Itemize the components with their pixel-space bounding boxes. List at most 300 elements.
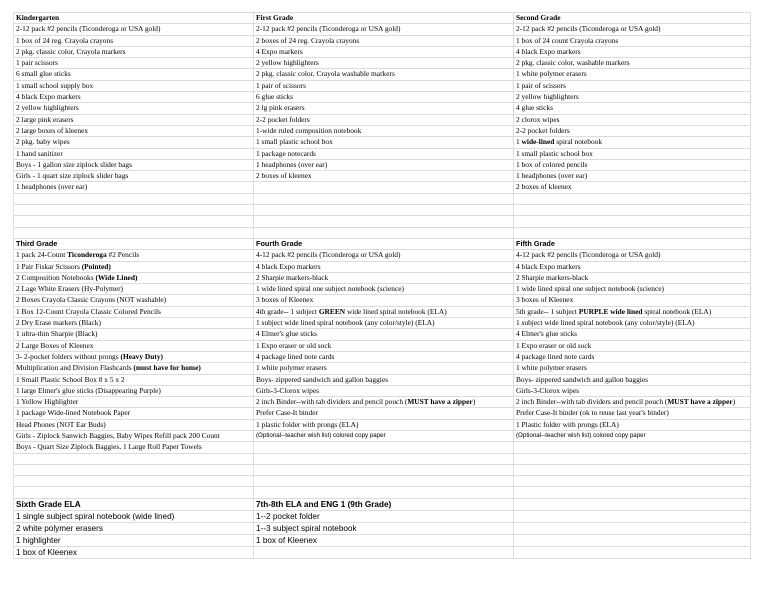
cell-text: 1 package notecards — [256, 148, 316, 158]
sheet-cell[interactable] — [514, 351, 751, 362]
sheet-row — [14, 534, 751, 546]
sheet-cell[interactable] — [254, 442, 514, 453]
cell-text: 1 Expo eraser or old sock — [516, 340, 592, 350]
sheet-row — [14, 363, 751, 374]
sheet-cell[interactable] — [514, 92, 751, 103]
sheet-row — [14, 408, 751, 419]
sheet-cell[interactable] — [254, 137, 514, 148]
sheet-cell[interactable] — [254, 408, 514, 419]
cell-text: Head Phones (NOT Ear Buds) — [16, 419, 106, 429]
cell-text: Girls - Ziplock Sanwich Baggies, Baby Wipes Refill pack 200 Count — [16, 430, 220, 440]
sheet-row — [14, 261, 751, 272]
cell-text: Fifth Grade — [516, 238, 555, 248]
sheet-cell[interactable] — [514, 46, 751, 57]
sheet-cell[interactable] — [254, 453, 514, 464]
sheet-row — [14, 171, 751, 182]
sheet-row — [14, 58, 751, 69]
sheet-cell[interactable] — [14, 498, 254, 510]
sheet-row — [14, 522, 751, 534]
sheet-cell[interactable] — [254, 397, 514, 408]
sheet-cell[interactable] — [14, 430, 254, 441]
cell-text: 1 subject wide lined spiral notebook (any color/style) (ELA) — [256, 318, 435, 328]
cell-text: 4 Expo markers — [256, 46, 303, 56]
cell-text: (Heavy Duty) — [120, 351, 163, 361]
sheet-cell[interactable] — [514, 137, 751, 148]
cell-text: (Optional--teacher wish list) colored copy paper — [516, 431, 646, 439]
sheet-cell[interactable] — [514, 148, 751, 159]
sheet-row — [14, 69, 751, 80]
cell-text: Boys- zippered sandwich and gallon baggies — [256, 374, 388, 384]
cell-text: 1 — [516, 137, 522, 147]
cell-text: 1 single subject spiral notebook (wide lined) — [16, 511, 175, 521]
sheet-cell[interactable] — [14, 193, 254, 204]
cell-text: Prefer Case-It binder (ok to reuse last year's binder) — [516, 408, 669, 418]
sheet-row — [14, 182, 751, 193]
sheet-cell[interactable] — [254, 182, 514, 193]
cell-text: 1 Expo eraser or old sock — [256, 340, 332, 350]
sheet-cell[interactable] — [254, 238, 514, 249]
sheet-cell[interactable] — [254, 148, 514, 159]
sheet-cell[interactable] — [514, 408, 751, 419]
cell-text: Fourth Grade — [256, 238, 303, 248]
sheet-cell[interactable] — [514, 80, 751, 91]
sheet-cell[interactable] — [14, 284, 254, 295]
sheet-row — [14, 306, 751, 317]
cell-text: Multiplication and Division Flashcards — [16, 363, 134, 373]
cell-text: 1 wide lined spiral one subject notebook (science) — [256, 284, 404, 294]
sheet-row — [14, 13, 751, 24]
sheet-cell[interactable] — [514, 284, 751, 295]
sheet-cell[interactable] — [514, 464, 751, 475]
sheet-row — [14, 272, 751, 283]
cell-text: MUST have a zipper — [667, 397, 733, 407]
cell-text: 5th grade-- 1 subject — [516, 306, 579, 316]
cell-text: 1 package Wide-lined Notebook Paper — [16, 408, 131, 418]
cell-text: 2 clorox wipes — [516, 114, 560, 124]
sheet-cell[interactable] — [254, 374, 514, 385]
sheet-cell[interactable] — [254, 510, 514, 522]
sheet-cell[interactable] — [514, 385, 751, 396]
sheet-cell[interactable] — [14, 464, 254, 475]
cell-text: 1 headphones (over ear) — [16, 182, 88, 192]
sheet-cell[interactable] — [514, 171, 751, 182]
sheet-cell[interactable] — [254, 318, 514, 329]
cell-text: Boys - Quart Size Ziplock Baggies, 1 Large Roll Paper Towels — [16, 442, 202, 452]
cell-text: 2 Large Boxes of Kleenex — [16, 340, 94, 350]
sheet-cell[interactable] — [14, 46, 254, 57]
cell-text: 2 yellow highlighters — [16, 103, 79, 113]
sheet-row — [14, 476, 751, 487]
cell-text: 1 highlighter — [16, 535, 61, 545]
sheet-cell[interactable] — [514, 103, 751, 114]
sheet-cell[interactable] — [254, 272, 514, 283]
sheet-cell[interactable] — [14, 182, 254, 193]
cell-text: 4-12 pack #2 pencils (Ticonderoga or USA gold) — [516, 250, 661, 260]
cell-text: 1 headphones (over ear) — [516, 171, 588, 181]
sheet-cell[interactable] — [14, 58, 254, 69]
cell-text: 1 white polymer erasers — [516, 69, 587, 79]
cell-text: Ticonderoga — [67, 250, 107, 260]
sheet-cell[interactable] — [14, 295, 254, 306]
sheet-cell[interactable] — [514, 522, 751, 534]
sheet-row — [14, 397, 751, 408]
sheet-cell[interactable] — [254, 103, 514, 114]
sheet-cell[interactable] — [14, 137, 254, 148]
cell-text: 4 Elmer's glue sticks — [256, 329, 318, 339]
sheet-cell[interactable] — [514, 329, 751, 340]
cell-text: 4 Elmer's glue sticks — [516, 329, 578, 339]
cell-text: 2-12 pack #2 pencils (Ticonderoga or USA gold) — [256, 24, 401, 34]
sheet-cell[interactable] — [14, 397, 254, 408]
sheet-cell[interactable] — [254, 159, 514, 170]
sheet-cell[interactable] — [254, 419, 514, 430]
sheet-cell[interactable] — [14, 80, 254, 91]
sheet-cell[interactable] — [14, 522, 254, 534]
sheet-cell[interactable] — [14, 374, 254, 385]
sheet-row — [14, 487, 751, 498]
sheet-row — [14, 193, 751, 204]
sheet-cell[interactable] — [254, 487, 514, 498]
sheet-cell[interactable] — [14, 351, 254, 362]
cell-text: 2 boxes of kleenex — [516, 182, 572, 192]
sheet-cell[interactable] — [514, 272, 751, 283]
sheet-row — [14, 546, 751, 558]
sheet-row — [14, 510, 751, 522]
sheet-cell[interactable] — [14, 13, 254, 24]
sheet-cell[interactable] — [14, 534, 254, 546]
sheet-cell[interactable] — [514, 430, 751, 441]
sheet-cell[interactable] — [514, 546, 751, 558]
sheet-cell[interactable] — [514, 318, 751, 329]
sheet-row — [14, 46, 751, 57]
sheet-row — [14, 374, 751, 385]
cell-text: 1 white polymer erasers — [516, 363, 587, 373]
sheet-cell[interactable] — [254, 261, 514, 272]
sheet-cell[interactable] — [254, 80, 514, 91]
cell-text: 1 box of Kleenex — [16, 547, 77, 557]
sheet-cell[interactable] — [254, 340, 514, 351]
cell-text: 1 box of 24 count Crayola crayons — [516, 35, 619, 45]
sheet-cell[interactable] — [14, 159, 254, 170]
sheet-cell[interactable] — [254, 69, 514, 80]
cell-text: Kindergarten — [16, 13, 60, 22]
cell-text: 1 pack 24-Count — [16, 250, 68, 260]
sheet-cell[interactable] — [514, 363, 751, 374]
sheet-cell[interactable] — [14, 408, 254, 419]
cell-text: 1 Small Plastic School Box 8 x 5 x 2 — [16, 374, 125, 384]
cell-text: 1 hand sanitizer — [16, 148, 63, 158]
cell-text: 2 yellow highlighters — [516, 92, 579, 102]
cell-text: (Pointed) — [81, 261, 111, 271]
cell-text: Girls-3-Clorox wipes — [516, 385, 580, 395]
cell-text: ) — [472, 397, 476, 407]
sheet-row — [14, 318, 751, 329]
cell-text: 1 box of 24 reg. Crayola crayons — [16, 35, 114, 45]
cell-text: 2-2 pocket folders — [256, 114, 310, 124]
sheet-cell[interactable] — [14, 35, 254, 46]
sheet-cell[interactable] — [14, 250, 254, 261]
cell-text: (must have for home) — [133, 363, 201, 373]
cell-text: Girls-3-Clorox wipes — [256, 385, 320, 395]
sheet-cell[interactable] — [254, 546, 514, 558]
cell-text: 1 Plastic folder with prongs (ELA) — [516, 419, 619, 429]
cell-text: 1 pair of scissors — [516, 80, 566, 90]
sheet-cell[interactable] — [254, 58, 514, 69]
sheet-cell[interactable] — [514, 442, 751, 453]
sheet-cell[interactable] — [514, 114, 751, 125]
cell-text: Boys- zippered sandwich and gallon baggies — [516, 374, 648, 384]
sheet-cell[interactable] — [254, 464, 514, 475]
sheet-cell[interactable] — [254, 205, 514, 216]
sheet-cell[interactable] — [514, 487, 751, 498]
sheet-row — [14, 295, 751, 306]
sheet-cell[interactable] — [514, 205, 751, 216]
sheet-cell[interactable] — [514, 295, 751, 306]
sheet-cell[interactable] — [14, 227, 254, 238]
sheet-cell[interactable] — [14, 216, 254, 227]
sheet-cell[interactable] — [14, 148, 254, 159]
sheet-cell[interactable] — [254, 329, 514, 340]
cell-text: 2 Lage White Erasers (Hy-Polymer) — [16, 284, 123, 294]
cell-text: (Optional--teacher wish list) colored copy paper — [256, 431, 386, 439]
sheet-cell[interactable] — [254, 114, 514, 125]
sheet-row — [14, 114, 751, 125]
sheet-cell[interactable] — [254, 534, 514, 546]
sheet-row — [14, 284, 751, 295]
cell-text: 1--3 subject spiral notebook — [256, 523, 357, 533]
sheet-cell[interactable] — [514, 238, 751, 249]
cell-text: 2 Sharpie markers-black — [256, 272, 329, 282]
sheet-row — [14, 351, 751, 362]
sheet-row — [14, 103, 751, 114]
cell-text: 1 pair of scissors — [256, 80, 306, 90]
sheet-cell[interactable] — [254, 385, 514, 396]
sheet-cell[interactable] — [14, 114, 254, 125]
cell-text: spiral notebook — [554, 137, 603, 147]
sheet-cell[interactable] — [254, 193, 514, 204]
sheet-cell[interactable] — [514, 374, 751, 385]
sheet-cell[interactable] — [514, 125, 751, 136]
sheet-cell[interactable] — [254, 522, 514, 534]
cell-text: 1 Pair Fiskar Scissors — [16, 261, 82, 271]
sheet-cell[interactable] — [14, 171, 254, 182]
sheet-cell[interactable] — [254, 250, 514, 261]
sheet-cell[interactable] — [254, 46, 514, 57]
sheet-cell[interactable] — [254, 363, 514, 374]
sheet-cell[interactable] — [14, 318, 254, 329]
sheet-cell[interactable] — [14, 205, 254, 216]
sheet-cell[interactable] — [514, 534, 751, 546]
cell-text: 3 boxes of Kleenex — [256, 295, 314, 305]
cell-text: 1 small plastic school box — [256, 137, 333, 147]
sheet-cell[interactable] — [14, 419, 254, 430]
cell-text: 1 plastic folder with prongs (ELA) — [256, 419, 359, 429]
cell-text: Girls - 1 quart size ziplock slider bags — [16, 171, 129, 181]
sheet-cell[interactable] — [14, 125, 254, 136]
sheet-cell[interactable] — [514, 193, 751, 204]
sheet-cell[interactable] — [514, 58, 751, 69]
sheet-cell[interactable] — [514, 250, 751, 261]
cell-text: 2 pkg. classic color, washable markers — [516, 58, 630, 68]
cell-text: 2 pkg. classic color, Crayola markers — [16, 46, 126, 56]
sheet-cell[interactable] — [14, 385, 254, 396]
sheet-cell[interactable] — [254, 430, 514, 441]
cell-text: 3- 2-pocket folders without prongs — [16, 351, 121, 361]
sheet-cell[interactable] — [514, 476, 751, 487]
cell-text: 4 black Expo markers — [256, 261, 321, 271]
sheet-row — [14, 24, 751, 35]
sheet-row — [14, 80, 751, 91]
sheet-cell[interactable] — [254, 227, 514, 238]
sheet-cell[interactable] — [14, 546, 254, 558]
sheet-row — [14, 137, 751, 148]
cell-text: 1 wide lined spiral one subject notebook (science) — [516, 284, 664, 294]
sheet-cell[interactable] — [254, 284, 514, 295]
cell-text: 4 glue sticks — [516, 103, 553, 113]
sheet-cell[interactable] — [514, 498, 751, 510]
cell-text: MUST have a zipper — [407, 397, 473, 407]
sheet-cell[interactable] — [14, 476, 254, 487]
cell-text: 2 Sharpie markers-black — [516, 272, 589, 282]
sheet-cell[interactable] — [254, 498, 514, 510]
sheet-cell[interactable] — [14, 510, 254, 522]
sheet-row — [14, 35, 751, 46]
sheet-cell[interactable] — [14, 329, 254, 340]
sheet-cell[interactable] — [254, 351, 514, 362]
cell-text: 2-12 pack #2 pencils (Ticonderoga or USA gold) — [516, 24, 661, 34]
sheet-cell[interactable] — [14, 306, 254, 317]
sheet-cell[interactable] — [514, 453, 751, 464]
cell-text: 2 boxes of 24 reg. Crayola crayons — [256, 35, 360, 45]
sheet-cell[interactable] — [514, 227, 751, 238]
sheet-cell[interactable] — [14, 453, 254, 464]
cell-text: 1-wide ruled composition notebook — [256, 125, 362, 135]
cell-text: 2 Boxes Crayola Classic Crayons (NOT washable) — [16, 295, 167, 305]
cell-text: 1 small plastic school box — [516, 148, 593, 158]
cell-text: 2 pkg. classic color, Crayola washable markers — [256, 69, 395, 79]
cell-text: Sixth Grade ELA — [16, 499, 81, 509]
sheet-cell[interactable] — [254, 125, 514, 136]
cell-text: 2 boxes of kleenex — [256, 171, 312, 181]
cell-text: 1 box of colored pencils — [516, 159, 588, 169]
cell-text: 4 black Expo markers — [516, 261, 581, 271]
cell-text: Second Grade — [516, 13, 561, 22]
sheet-row — [14, 453, 751, 464]
cell-text: #2 Pencils — [106, 250, 140, 260]
sheet-cell[interactable] — [14, 261, 254, 272]
sheet-row — [14, 238, 751, 249]
sheet-row — [14, 92, 751, 103]
sheet-cell[interactable] — [254, 306, 514, 317]
sheet-row — [14, 148, 751, 159]
sheet-cell[interactable] — [514, 182, 751, 193]
sheet-row — [14, 385, 751, 396]
sheet-cell[interactable] — [14, 442, 254, 453]
sheet-row — [14, 419, 751, 430]
cell-text: wide-lined — [521, 137, 555, 147]
sheet-row — [14, 442, 751, 453]
sheet-cell[interactable] — [254, 216, 514, 227]
cell-text: GREEN — [318, 306, 346, 316]
sheet-cell[interactable] — [514, 340, 751, 351]
sheet-row — [14, 125, 751, 136]
cell-text: Boys - 1 gallon size ziplock slider bags — [16, 159, 132, 169]
cell-text: 1 pair scissors — [16, 58, 58, 68]
sheet-cell[interactable] — [14, 363, 254, 374]
cell-text: 1 Box 12-Count Crayola Classic Colored Pencils — [16, 306, 161, 316]
cell-text: 1--2 pocket folder — [256, 511, 320, 521]
cell-text: 2 large boxes of kleenex — [16, 125, 89, 135]
sheet-row — [14, 340, 751, 351]
sheet-cell[interactable] — [14, 272, 254, 283]
cell-text: (Wide Lined) — [95, 272, 138, 282]
cell-text: 1 box of Kleenex — [256, 535, 317, 545]
sheet-row — [14, 216, 751, 227]
sheet-cell[interactable] — [514, 13, 751, 24]
sheet-cell[interactable] — [514, 261, 751, 272]
sheet-cell[interactable] — [14, 69, 254, 80]
sheet-cell[interactable] — [254, 171, 514, 182]
sheet-cell[interactable] — [514, 69, 751, 80]
sheet-cell[interactable] — [254, 24, 514, 35]
sheet-row — [14, 227, 751, 238]
cell-text: 4 package lined note cards — [256, 351, 335, 361]
sheet-cell[interactable] — [514, 306, 751, 317]
sheet-row — [14, 498, 751, 510]
sheet-row — [14, 329, 751, 340]
cell-text: 4 black Expo markers — [516, 46, 581, 56]
sheet-cell[interactable] — [514, 35, 751, 46]
sheet-cell[interactable] — [254, 92, 514, 103]
sheet-cell[interactable] — [14, 340, 254, 351]
cell-text: 6 glue sticks — [256, 92, 293, 102]
sheet-cell[interactable] — [14, 103, 254, 114]
cell-text: 2 inch Binder--with tab dividers and pencil pouch ( — [256, 397, 408, 407]
sheet-cell[interactable] — [14, 92, 254, 103]
sheet-cell[interactable] — [514, 397, 751, 408]
sheet-cell[interactable] — [254, 13, 514, 24]
cell-text: 4 package lined note cards — [516, 351, 595, 361]
sheet-cell[interactable] — [514, 24, 751, 35]
sheet-cell[interactable] — [254, 35, 514, 46]
sheet-row — [14, 205, 751, 216]
sheet-cell[interactable] — [14, 487, 254, 498]
cell-text: 2 lg pink erasers — [256, 103, 305, 113]
cell-text: 2-12 pack #2 pencils (Ticonderoga or USA gold) — [16, 24, 161, 34]
supply-list-sheet — [13, 12, 751, 559]
cell-text: PURPLE wide lined — [578, 306, 643, 316]
cell-text: 2 yellow highlighters — [256, 58, 319, 68]
cell-text: 2 Composition Notebooks — [16, 272, 96, 282]
cell-text: 1 headphones (over ear) — [256, 159, 328, 169]
cell-text: 2 pkg. baby wipes — [16, 137, 70, 147]
sheet-cell[interactable] — [14, 24, 254, 35]
cell-text: 4-12 pack #2 pencils (Ticonderoga or USA gold) — [256, 250, 401, 260]
sheet-cell[interactable] — [514, 510, 751, 522]
sheet-cell[interactable] — [254, 295, 514, 306]
sheet-cell[interactable] — [514, 159, 751, 170]
cell-text: 7th-8th ELA and ENG 1 (9th Grade) — [256, 499, 392, 509]
sheet-cell[interactable] — [254, 476, 514, 487]
sheet-cell[interactable] — [14, 238, 254, 249]
cell-text: 1 large Elmer's glue sticks (Disappearing Purple) — [16, 385, 161, 395]
sheet-row — [14, 250, 751, 261]
cell-text: 3 boxes of Kleenex — [516, 295, 574, 305]
cell-text: 4th grade-- 1 subject — [256, 306, 319, 316]
sheet-row — [14, 159, 751, 170]
sheet-cell[interactable] — [514, 216, 751, 227]
sheet-cell[interactable] — [514, 419, 751, 430]
